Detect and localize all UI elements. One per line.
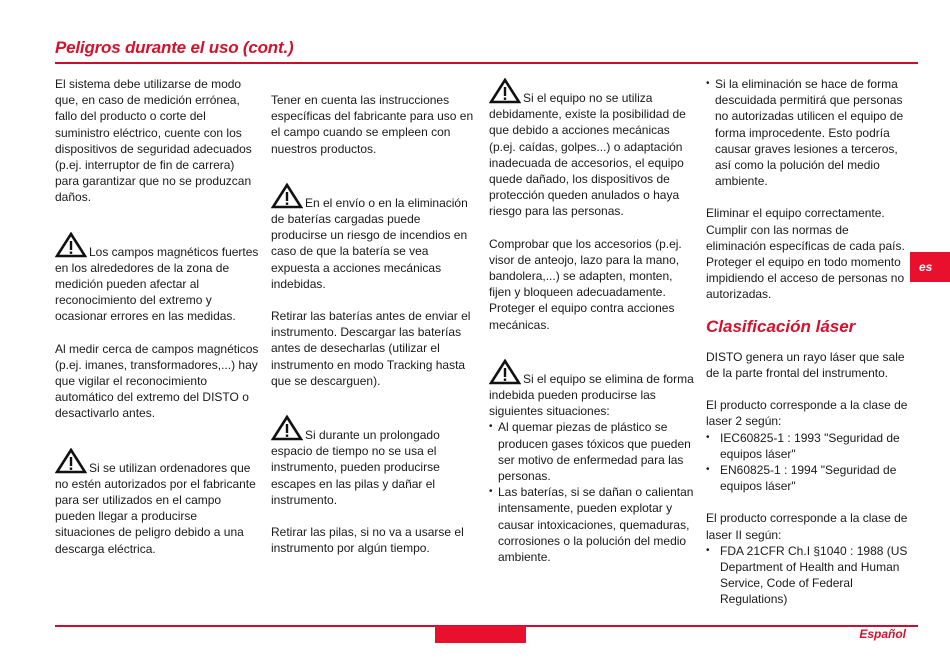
warning-paragraph <box>489 78 694 220</box>
footer-red-block <box>435 626 526 643</box>
column-2 <box>271 92 476 572</box>
warning-triangle-icon <box>489 359 521 385</box>
warning-triangle-icon <box>271 183 303 209</box>
list-item: • FDA 21CFR Ch.I §1040 : 1988 (US Department of Health and Human Service, Code of Federal Regulations) <box>706 543 911 608</box>
paragraph: El producto corresponde a la clase de laser II según: <box>706 511 908 542</box>
language-tab[interactable]: es <box>910 252 950 282</box>
paragraph: El producto corresponde a la clase de laser 2 según: <box>706 398 908 429</box>
page-title: Peligros durante el uso (cont.) <box>55 38 294 57</box>
warning-paragraph <box>55 448 260 557</box>
column-3 <box>489 78 694 581</box>
paragraph: DISTO genera un rayo láser que sale de la parte frontal del instrumento. <box>706 349 905 381</box>
warning-text: Los campos magnéticos fuertes en los alrededores de la zona de medición pueden afectar al reconocimiento del extremo y ocasionar errores en las medidas. <box>55 244 259 324</box>
warning-triangle-icon <box>55 232 87 258</box>
warning-paragraph <box>489 359 694 420</box>
warning-text: Si se utilizan ordenadores que no estén autorizados por el fabricante para ser utilizados en el campo pueden llegar a producirse situaciones de peligro debido a una descarga eléctrica. <box>55 460 256 556</box>
warning-text: En el envío o en la eliminación de baterías cargadas puede producirse un riesgo de incendios en caso de que la batería se vea expuesta a acciones mecánicas indebidas. <box>271 195 468 291</box>
warning-triangle-icon <box>489 78 521 104</box>
warning-triangle-icon <box>271 415 303 441</box>
consequences-list <box>489 419 694 565</box>
warning-paragraph <box>271 415 476 508</box>
section-heading: Clasificación láser <box>706 316 856 336</box>
footer-language: Español <box>859 627 906 641</box>
warning-paragraph <box>55 232 260 325</box>
warning-text: Si el equipo se elimina de forma indebida pueden producirse las siguientes situaciones: <box>489 371 694 419</box>
paragraph: Retirar las baterías antes de enviar el instrumento. Descargar las baterías antes de desecharlas (utilizar el instrumento en modo Tracking hasta que se descarguen). <box>271 309 471 388</box>
paragraph: Eliminar el equipo correctamente. Cumplir con las normas de eliminación específicas de cada país. Proteger el equipo en todo momento impidiendo el acceso de personas no autorizadas. <box>706 206 905 302</box>
paragraph: Comprobar que los accesorios (p.ej. visor de anteojo, lazo para la mano, bandolera,...) se adapten, monten, fijen y bloqueen adecuadamente. Proteger el equipo contra acciones mecánicas. <box>489 236 682 332</box>
fda-list <box>706 543 911 608</box>
list-item: • Si la eliminación se hace de forma descuidada permitirá que personas no autorizadas utilicen el equipo de forma improcedente. Esto podría causar graves lesiones a terceros, así como la polución del medio ambiente. <box>706 76 911 189</box>
list-item: • IEC60825-1 : 1993 "Seguridad de equipos láser" <box>706 430 911 462</box>
consequences-list-cont <box>706 76 911 189</box>
paragraph: El sistema debe utilizarse de modo que, en caso de medición errónea, fallo del producto o corte del suministro eléctrico, cuente con los dispositivos de seguridad adecuados (p.ej. interruptor de fin de carrera) para garantizar que no se produzcan daños. <box>55 77 252 205</box>
column-4 <box>706 76 911 624</box>
standards-list <box>706 430 911 495</box>
paragraph: Al medir cerca de campos magnéticos (p.ej. imanes, transformadores,...) hay que vigilar el reconocimiento automático del extremo del DISTO o desactivarlo antes. <box>55 341 259 421</box>
list-item: • Las baterías, si se dañan o calientan intensamente, pueden explotar y causar intoxicaciones, quemaduras, corrosiones o la polución del medio ambiente. <box>489 484 694 565</box>
header-divider <box>55 62 918 64</box>
warning-text: Si durante un prolongado espacio de tiempo no se usa el instrumento, pueden producirse escapes en las pilas y dañar el instrumento. <box>271 428 440 507</box>
paragraph: Tener en cuenta las instrucciones específicas del fabricante para uso en el campo cuando se empleen con nuestros productos. <box>271 93 474 156</box>
column-1 <box>55 76 260 573</box>
list-item: • EN60825-1 : 1994 "Seguridad de equipos láser" <box>706 462 911 494</box>
warning-paragraph <box>271 183 476 292</box>
warning-triangle-icon <box>55 448 87 474</box>
paragraph: Retirar las pilas, si no va a usarse el instrumento por algún tiempo. <box>271 525 464 556</box>
warning-text: Si el equipo no se utiliza debidamente, existe la posibilidad de que debido a acciones mecánicas (p.ej. caídas, golpes...) o adaptación inadecuada de accesorios, el equipo quede dañado, los dispositivos de protección queden anulados o haya riesgo para las personas. <box>489 91 686 219</box>
list-item: • Al quemar piezas de plástico se producen gases tóxicos que pueden ser motivo de enfermedad para las personas. <box>489 419 694 484</box>
